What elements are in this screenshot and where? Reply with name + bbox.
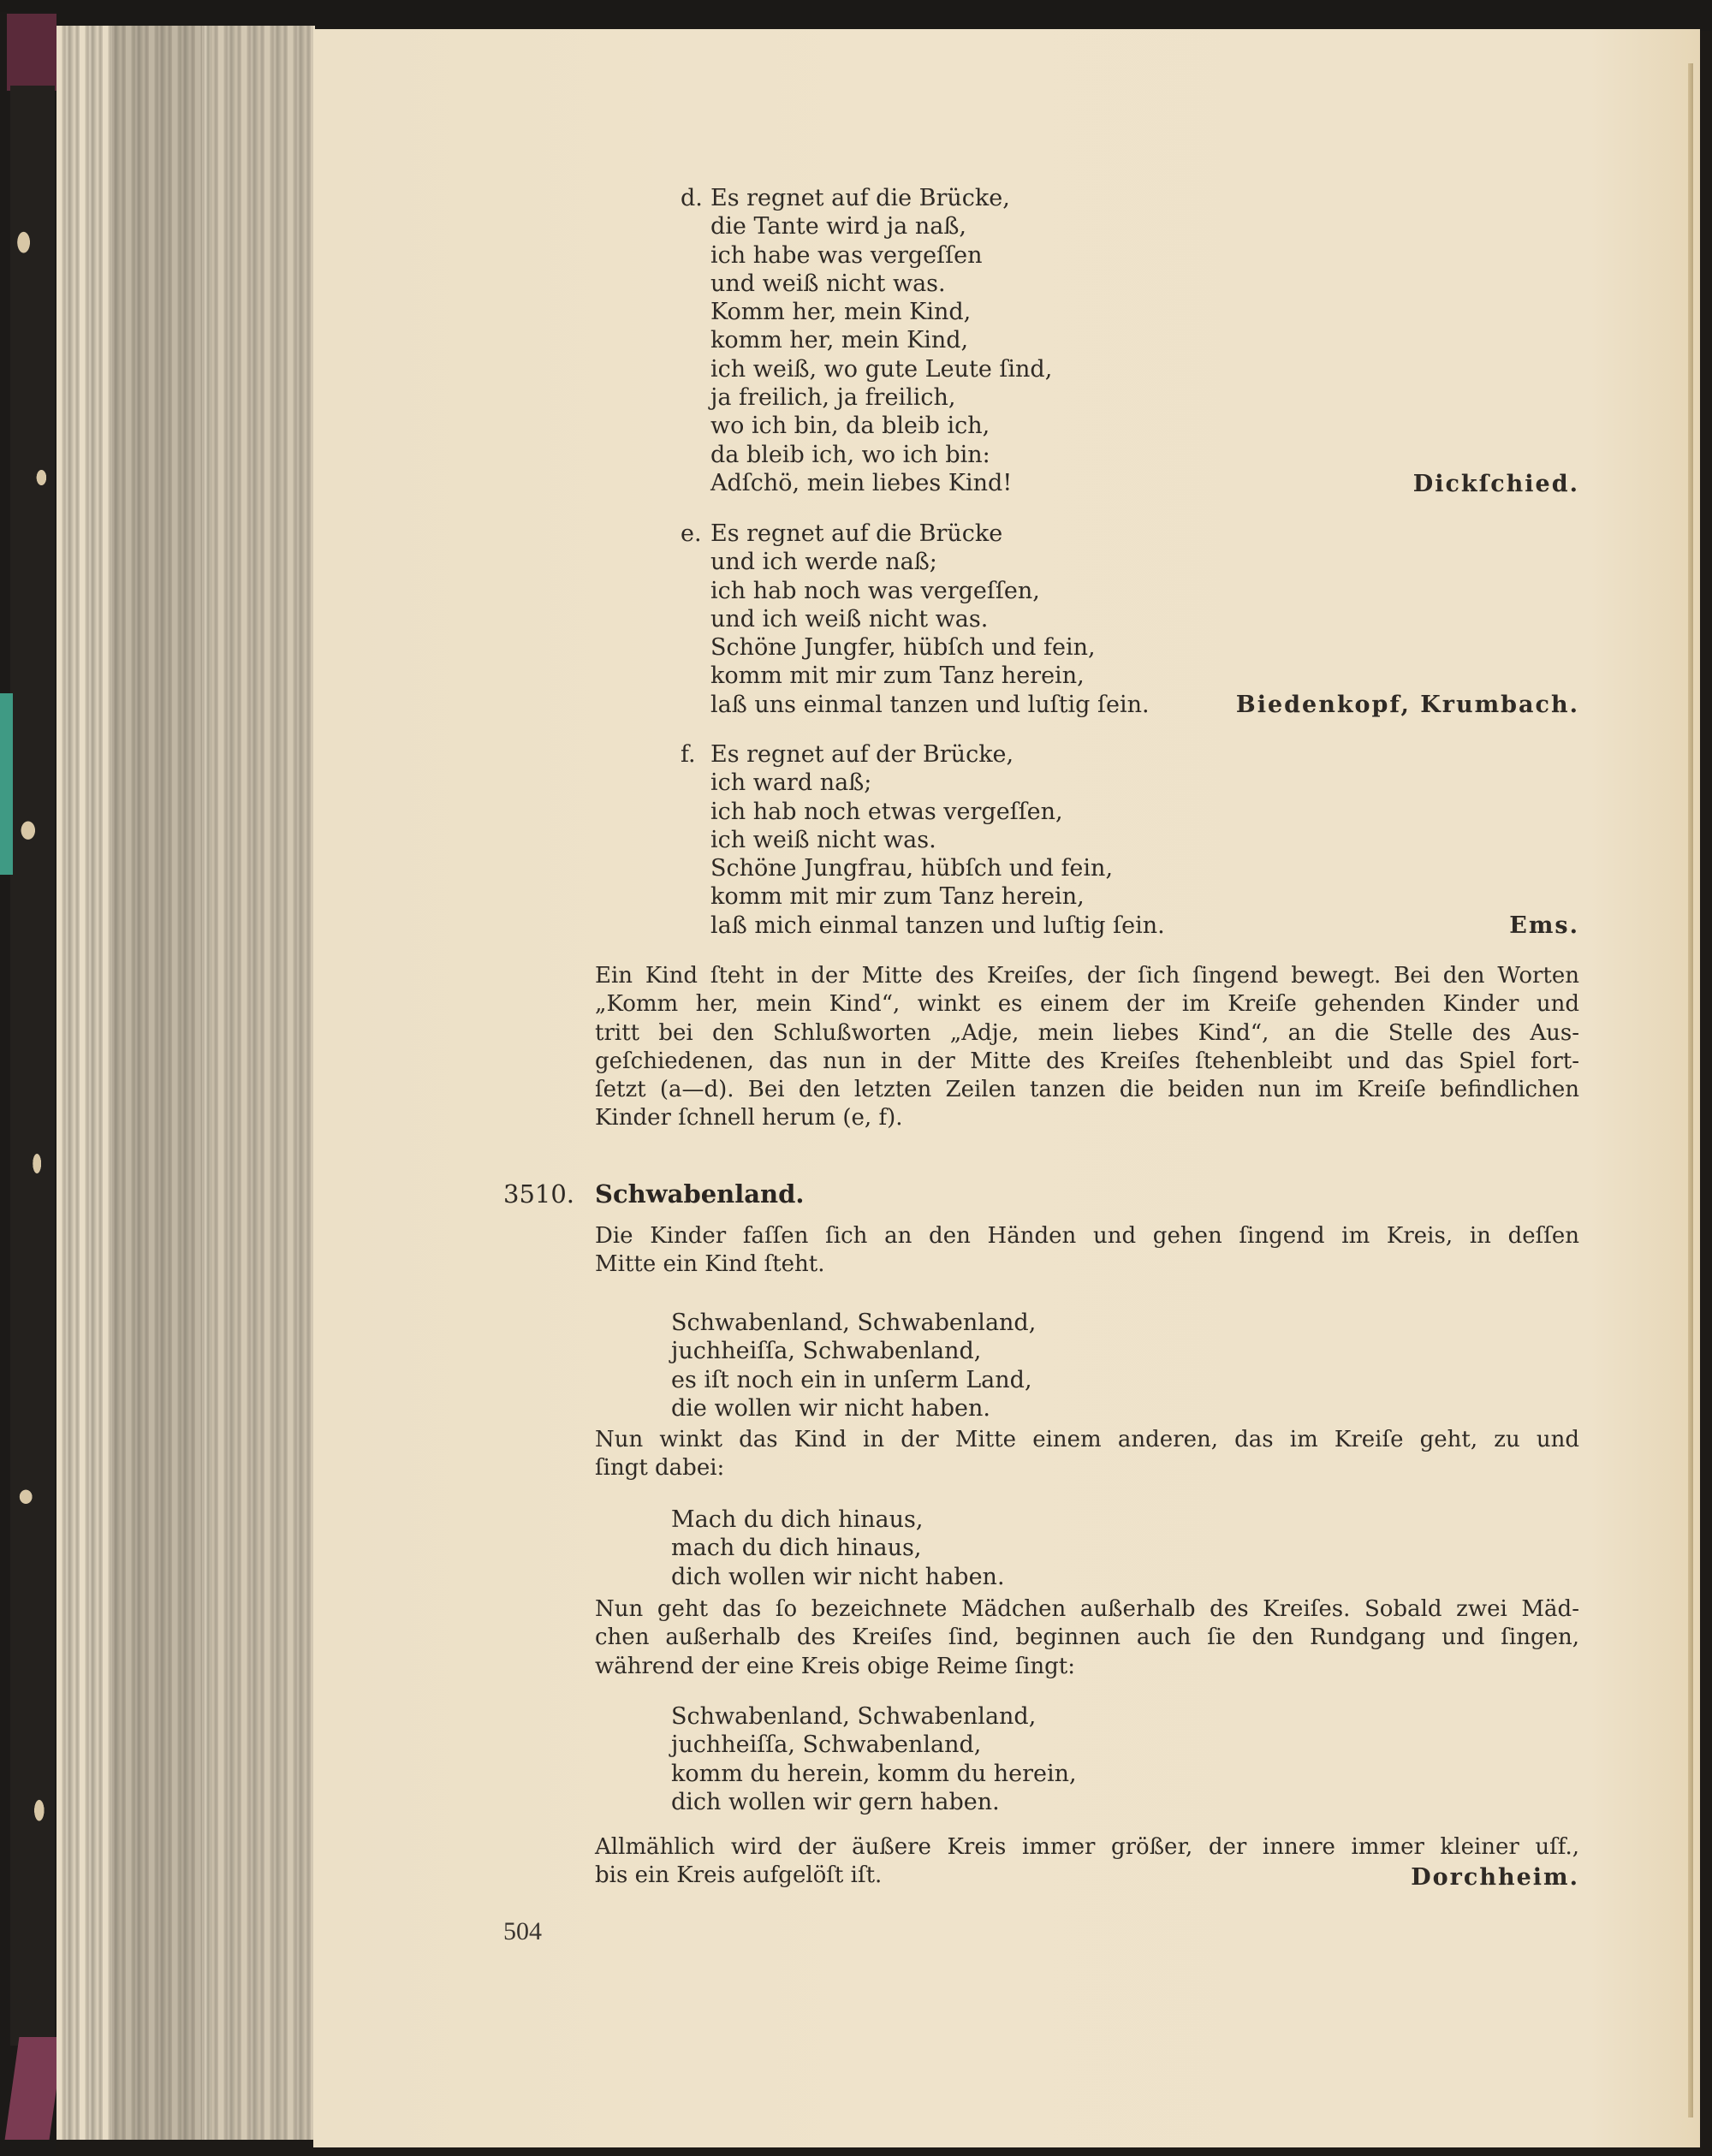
paragraph-line: tritt bei den Schlußworten „Adje, mein liebes Kind“, an die Stelle des Aus- [595, 1019, 1579, 1046]
verse-line: da bleib ich, wo ich bin: [710, 441, 990, 468]
game-description [595, 962, 1579, 1133]
verse-line: komm mit mir zum Tanz herein, [710, 883, 1085, 911]
marbled-cover-edge [10, 86, 55, 2046]
verse-line: komm du herein, komm du herein, [671, 1760, 1077, 1787]
verse-line: Es regnet auf der Brücke, [710, 741, 1014, 768]
entry-number: 3510. [503, 1179, 575, 1209]
verse-line: die Tante wird ja naß, [710, 213, 966, 241]
verse-d [710, 185, 1052, 498]
verse-line: komm mit mir zum Tanz herein, [710, 662, 1085, 690]
verse-line: Es regnet auf die Brücke, [710, 185, 1010, 211]
paragraph-line: ſetzt (a—d). Bei den letzten Zeilen tanzen die beiden nun im Kreiſe befindlichen [595, 1077, 1579, 1103]
paragraph-line: „Komm her, mein Kind“, winkt es einem der im Kreiſe gehenden Kinder und [595, 991, 1579, 1018]
verse-line: laß uns einmal tanzen und luſtig ſein. [710, 691, 1150, 718]
page-fold-edge [1688, 63, 1693, 2117]
verse-line: Schwabenland, Schwabenland, [671, 1310, 1037, 1336]
verse-line: ich habe was vergeſſen [710, 241, 983, 269]
verse-line: dich wollen wir nicht haben. [671, 1563, 1005, 1590]
verse-line: und ich weiß nicht was. [710, 605, 989, 633]
verse-line: die wollen wir nicht haben. [671, 1394, 990, 1422]
verse-line: und weiß nicht was. [710, 270, 946, 297]
verse-line: Mach du dich hinaus, [671, 1506, 924, 1533]
page-edge-shade [211, 26, 313, 2140]
cover-cloth-corner-top [7, 14, 56, 91]
verse-line: ich weiß nicht was. [710, 826, 936, 853]
entry-paragraph-3 [595, 1595, 1579, 1681]
paragraph-line: geſchiedenen, das nun in der Mitte des Kreiſes ſtehenbleibt und das Spiel fort- [595, 1048, 1579, 1074]
verse-line: komm her, mein Kind, [710, 327, 969, 354]
verse-line: juchheiſſa, Schwabenland, [671, 1338, 982, 1365]
paragraph-line: chen außerhalb des Kreiſes ſind, beginnen auch ſie den Rundgang und ſingen, [595, 1624, 1579, 1651]
source-location: Ems. [1509, 912, 1579, 939]
page-block-edges [56, 26, 315, 2140]
paragraph-line: Allmählich wird der äußere Kreis immer größer, der innere immer kleiner uſf., [595, 1834, 1579, 1860]
verse-line: juchheiſſa, Schwabenland, [671, 1731, 982, 1759]
verse-line: Schöne Jungfrau, hübſch und fein, [710, 855, 1114, 882]
verse-line: dich wollen wir gern haben. [671, 1788, 1000, 1815]
paragraph-line: Kinder ſchnell herum (e, f). [595, 1105, 903, 1131]
paragraph-line: Mitte ein Kind ſteht. [595, 1251, 825, 1278]
verse-label-f: f. [681, 741, 696, 768]
paragraph-line: ſingt dabei: [595, 1455, 725, 1482]
verse-line: und ich werde naß; [710, 549, 937, 576]
paragraph-line: Nun winkt das Kind in der Mitte einem anderen, das im Kreiſe geht, zu und [595, 1427, 1579, 1452]
song-verse-2 [671, 1506, 1005, 1592]
verse-label-e: e. [681, 520, 702, 547]
source-location: Dickſchied. [1412, 471, 1579, 497]
bookmark-tab [0, 693, 13, 875]
verse-line: es iſt noch ein in unſerm Land, [671, 1366, 1032, 1393]
verse-line: ich hab noch etwas vergeſſen, [710, 798, 1063, 825]
paragraph-line: Die Kinder faſſen ſich an den Händen und gehen ſingend im Kreis, in deſſen [595, 1223, 1579, 1249]
verse-f [710, 741, 1165, 941]
entry-title: Schwabenland. [595, 1179, 805, 1209]
paragraph-line: bis ein Kreis aufgelöſt iſt. [595, 1862, 883, 1889]
song-verse-1 [671, 1310, 1036, 1423]
entry-intro [595, 1222, 1579, 1280]
paragraph-line: Ein Kind ſteht in der Mitte des Kreiſes, der ſich ſingend bewegt. Bei den Worten [595, 963, 1579, 989]
verse-label-d: d. [681, 185, 703, 211]
verse-line: ich ward naß; [710, 769, 872, 797]
verse-line: mach du dich hinaus, [671, 1535, 922, 1562]
verse-line: ich hab noch was vergeſſen, [710, 577, 1040, 604]
song-verse-3 [671, 1703, 1077, 1817]
paragraph-line: während der eine Kreis obige Reime ſingt: [595, 1653, 1075, 1679]
verse-line: Schwabenland, Schwabenland, [671, 1703, 1037, 1730]
verse-line: wo ich bin, da bleib ich, [710, 413, 990, 440]
page-edge-shade [112, 26, 202, 2140]
verse-line: laß mich einmal tanzen und luſtig ſein. [710, 912, 1165, 939]
source-location: Dorchheim. [1411, 1864, 1579, 1891]
verse-line: Es regnet auf die Brücke [710, 520, 1003, 547]
verse-e [710, 520, 1150, 720]
source-location: Biedenkopf, Krumbach. [1235, 692, 1579, 718]
page-number: 504 [503, 1917, 542, 1945]
verse-line: Komm her, mein Kind, [710, 299, 972, 326]
entry-paragraph-2 [595, 1426, 1579, 1483]
verse-line: ich weiß, wo gute Leute ſind, [710, 355, 1053, 383]
verse-line: Adſchö, mein liebes Kind! [710, 469, 1013, 496]
paragraph-line: Nun geht das ſo bezeichnete Mädchen außerhalb des Kreiſes. Sobald zwei Mäd- [595, 1596, 1579, 1622]
verse-line: Schöne Jungfer, hübſch und fein, [710, 634, 1096, 662]
verse-line: ja freilich, ja freilich, [710, 384, 956, 412]
